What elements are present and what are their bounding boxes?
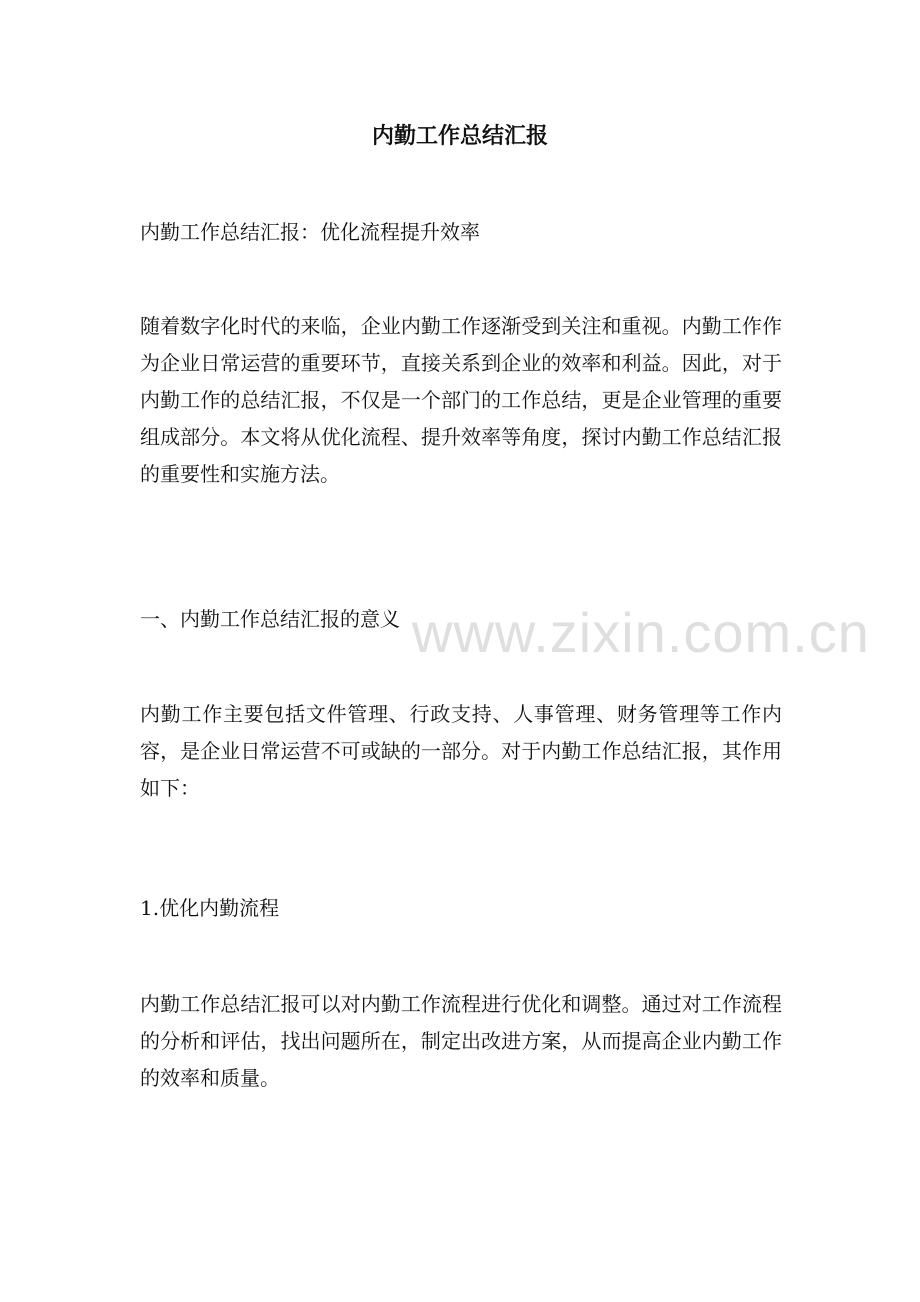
section-1-heading: 一、内勤工作总结汇报的意义 <box>140 607 400 631</box>
document-title: 内勤工作总结汇报 <box>371 123 548 149</box>
section-1-paragraph: 内勤工作主要包括文件管理、行政支持、人事管理、财务管理等工作内容，是企业日常运营不可或缺的一部分。对于内勤工作总结汇报，其作用如下： <box>140 702 782 800</box>
document-subtitle: 内勤工作总结汇报：优化流程提升效率 <box>140 220 480 244</box>
item-1-paragraph: 内勤工作总结汇报可以对内勤工作流程进行优化和调整。通过对工作流程的分析和评估，找出问题所在，制定出改进方案，从而提高企业内勤工作的效率和质量。 <box>140 992 782 1090</box>
watermark: www.zixin.com.cn <box>412 601 870 664</box>
intro-paragraph: 随着数字化时代的来临，企业内勤工作逐渐受到关注和重视。内勤工作作为企业日常运营的重要环节，直接关系到企业的效率和利益。因此，对于内勤工作的总结汇报，不仅是一个部门的工作总结，更是企业管理的重要组成部分。本文将从优化流程、提升效率等角度，探讨内勤工作总结汇报的重要性和实施方法。 <box>140 314 782 486</box>
item-1-heading: 1.优化内勤流程 <box>140 896 280 920</box>
